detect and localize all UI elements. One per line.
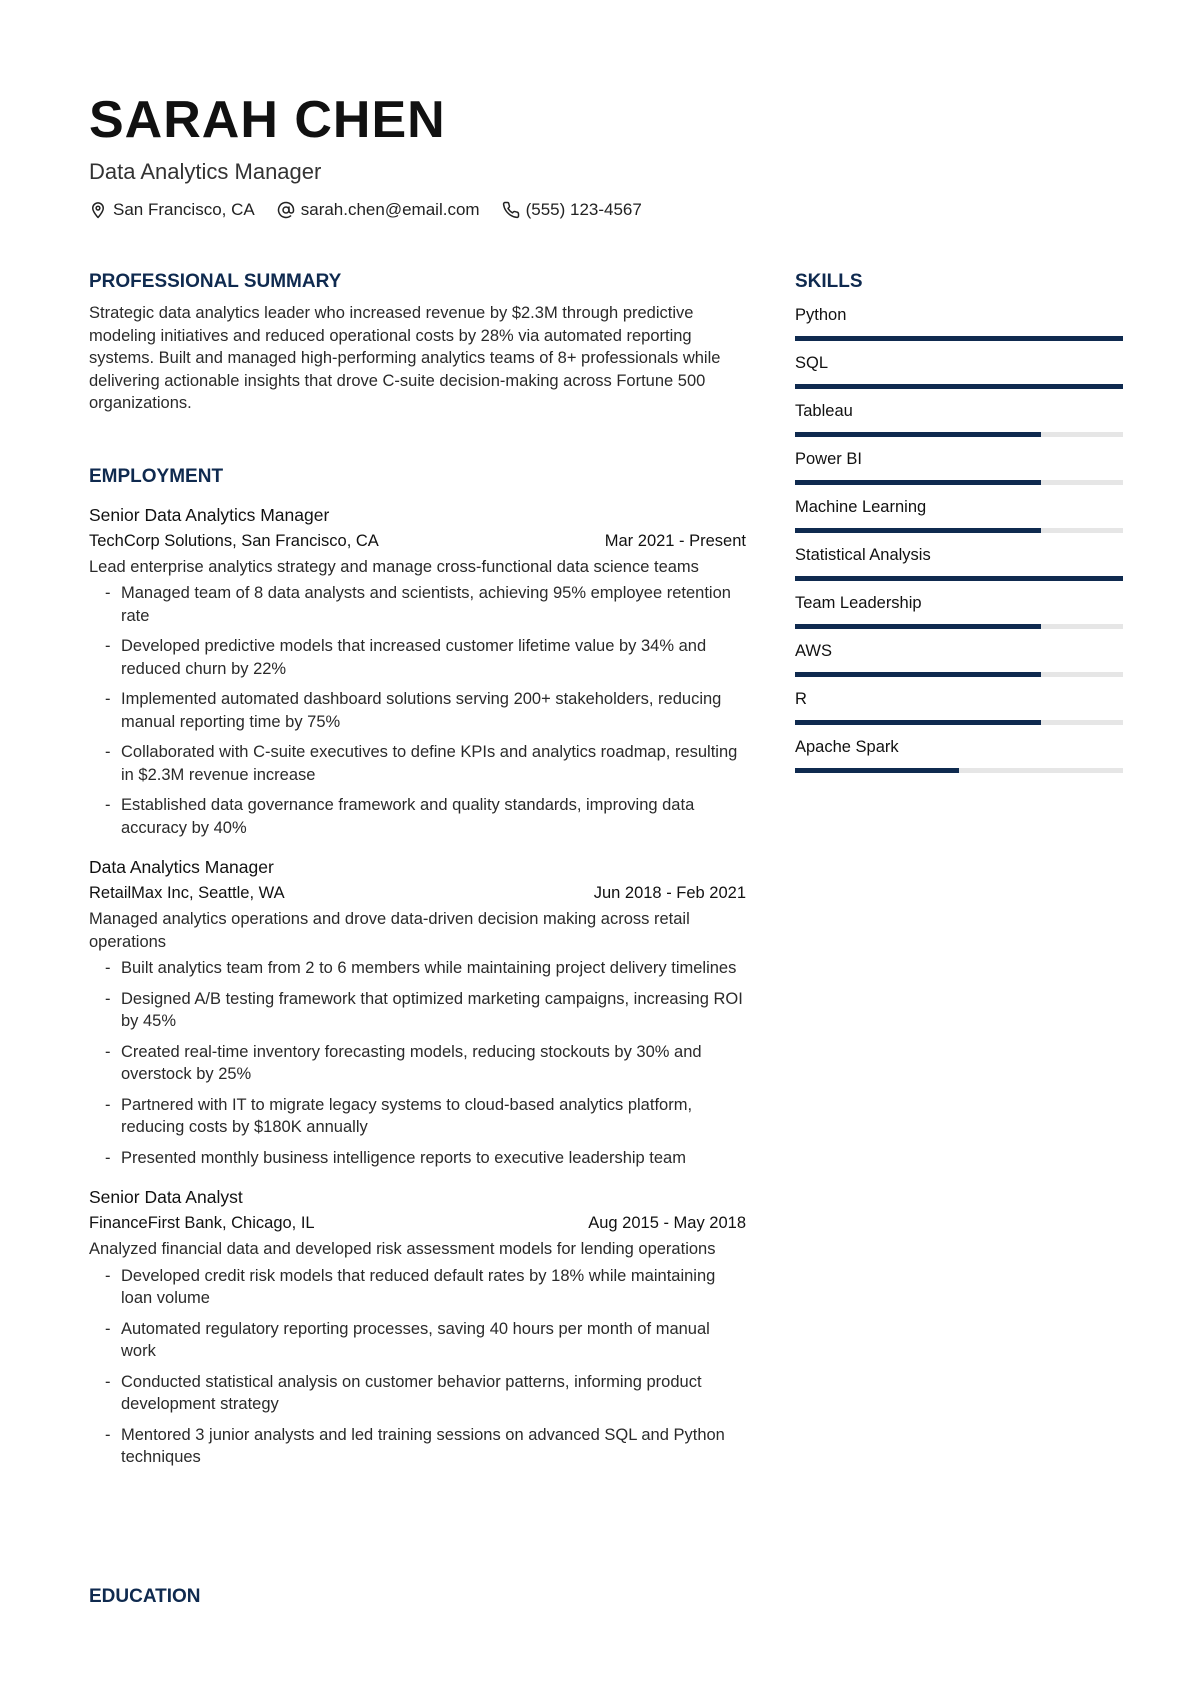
job-bullet [89,1424,746,1469]
job-bullet [89,988,746,1033]
skill-item [795,592,1123,629]
skill-name: Apache Spark [795,738,899,756]
contact-phone[interactable] [502,200,642,220]
skill-name: Team Leadership [795,594,922,612]
at-sign-icon [277,201,295,219]
phone-icon [502,201,520,219]
job-entry [89,503,746,840]
job-title: Senior Data Analytics Manager [89,504,330,525]
bullet-dash: - [105,1372,111,1391]
email-text[interactable]: sarah.chen@email.com [300,200,480,219]
skill-name: SQL [795,354,829,372]
main-column [89,270,746,1477]
job-meta [89,530,746,552]
job-bullets [89,957,746,1169]
job-title: Data Analytics Manager [89,857,274,877]
skill-item [795,304,1123,341]
job-bullet [89,741,746,786]
job-bullets [89,1265,746,1469]
bullet-text: Implemented automated dashboard solutions serving 200+ stakeholders, reducing manual reporting time by 75% [121,690,722,731]
job-bullet [89,688,746,733]
job-bullet [89,957,746,980]
bullet-text: Managed team of 8 data analysts and scientists, achieving 95% employee retention rate [121,584,731,625]
bullet-text: Developed predictive models that increased customer lifetime value by 34% and reduced churn by 22% [121,637,707,678]
bullet-text: Mentored 3 junior analysts and led training sessions on advanced SQL and Python techniques [121,1425,725,1466]
resume-header [89,92,1119,220]
job-description: Managed analytics operations and drove data-driven decision making across retail operations [89,910,690,951]
job-dates: Jun 2018 - Feb 2021 [593,884,746,902]
bullet-dash: - [105,637,111,655]
map-pin-icon [89,201,107,219]
skill-bar-fill [795,480,1041,485]
skill-item [795,448,1123,485]
job-bullet [89,1371,746,1416]
bullet-dash: - [105,1425,111,1444]
summary-text: Strategic data analytics leader who increased revenue by $2.3M through predictive modeling initiatives and reduced operational costs by 28% via automated reporting systems. Built and managed high-performing analytics teams of 8+ professionals while delivering actionable insights that drove C-suite decision-making across Fortune 500 organizations. [89,304,721,412]
summary-heading: PROFESSIONAL SUMMARY [89,271,342,292]
bullet-text: Designed A/B testing framework that optimized marketing campaigns, increasing ROI by 45% [121,989,743,1030]
bullet-text: Presented monthly business intelligence reports to executive leadership team [121,1148,686,1167]
bullet-text: Partnered with IT to migrate legacy systems to cloud-based analytics platform, reducing costs by $180K annually [121,1095,693,1136]
bullet-text: Built analytics team from 2 to 6 members while maintaining project delivery timelines [121,959,737,977]
skill-item [795,352,1123,389]
skills-list [795,304,1123,773]
skill-bar-track [795,768,1123,773]
skill-name: Machine Learning [795,498,927,516]
job-bullet [89,1094,746,1139]
skill-bar-fill [795,432,1041,437]
education-heading: EDUCATION [89,1586,201,1607]
skill-bar-fill [795,528,1041,533]
job-company: RetailMax Inc, Seattle, WA [89,884,285,902]
contact-email[interactable] [277,200,480,220]
job-entry [89,855,746,1169]
bullet-text: Established data governance framework and quality standards, improving data accuracy by 40% [121,796,695,837]
job-bullet [89,1147,746,1170]
skill-item [795,496,1123,533]
job-meta [89,1212,746,1234]
bullet-text: Collaborated with C-suite executives to define KPIs and analytics roadmap, resulting in $2.3M revenue increase [121,743,738,784]
job-bullet [89,794,746,839]
skill-bar-track [795,720,1123,725]
skill-bar-fill [795,672,1041,677]
skill-item [795,400,1123,437]
candidate-title: Data Analytics Manager [89,159,322,184]
skill-bar-track [795,624,1123,629]
bullet-dash: - [105,1042,111,1061]
skill-name: Power BI [795,450,862,468]
skill-bar-track [795,432,1123,437]
job-description: Lead enterprise analytics strategy and manage cross-functional data science teams [89,557,699,576]
bullet-dash: - [105,959,111,977]
job-company: FinanceFirst Bank, Chicago, IL [89,1214,315,1232]
bullet-dash: - [105,1266,111,1285]
skill-bar-track [795,528,1123,533]
skill-bar-track [795,672,1123,677]
job-dates: Aug 2015 - May 2018 [588,1214,746,1232]
skill-item [795,688,1123,725]
skill-bar-fill [795,576,1123,581]
skill-bar-track [795,480,1123,485]
job-list [89,503,746,1469]
job-entry [89,1185,746,1469]
job-bullet [89,1041,746,1086]
bullet-text: Developed credit risk models that reduced default rates by 18% while maintaining loan volume [121,1266,716,1307]
job-company: TechCorp Solutions, San Francisco, CA [89,531,379,550]
summary-section [89,270,746,415]
skill-bar-fill [795,384,1123,389]
contact-info [89,200,1119,220]
skill-name: Statistical Analysis [795,546,931,564]
bullet-dash: - [105,1148,111,1167]
bullet-text: Conducted statistical analysis on customer behavior patterns, informing product development strategy [121,1372,702,1413]
skill-bar-track [795,576,1123,581]
skill-bar-fill [795,624,1041,629]
bullet-dash: - [105,1095,111,1114]
employment-section [89,465,746,1469]
job-meta [89,882,746,904]
bullet-dash: - [105,1319,111,1338]
bullet-dash: - [105,743,111,761]
skill-bar-track [795,384,1123,389]
location-text: San Francisco, CA [113,200,255,219]
skills-heading: SKILLS [795,271,863,292]
skill-item [795,640,1123,677]
skill-bar-track [795,336,1123,341]
job-bullet [89,1265,746,1310]
skill-bar-fill [795,768,959,773]
bullet-text: Created real-time inventory forecasting models, reducing stockouts by 30% and overstock by 25% [121,1042,702,1083]
skill-item [795,736,1123,773]
employment-heading: EMPLOYMENT [89,465,224,487]
skill-item [795,544,1123,581]
job-description: Analyzed financial data and developed risk assessment models for lending operations [89,1240,716,1258]
skill-name: AWS [795,642,832,660]
job-bullet [89,1318,746,1363]
job-dates: Mar 2021 - Present [604,531,746,550]
skill-bar-fill [795,336,1123,341]
skill-name: R [795,690,807,708]
contact-location [89,200,255,220]
bullet-text: Automated regulatory reporting processes, saving 40 hours per month of manual work [121,1319,710,1360]
skill-name: Tableau [795,402,853,420]
job-bullet [89,582,746,627]
phone-text[interactable]: (555) 123-4567 [525,200,642,219]
bullet-dash: - [105,796,111,814]
education-section [89,1585,201,1609]
skill-bar-fill [795,720,1041,725]
bullet-dash: - [105,989,111,1008]
sidebar-column [795,270,1123,773]
job-bullets [89,582,746,839]
bullet-dash: - [105,690,111,708]
candidate-name: SARAH CHEN [89,91,446,149]
skill-name: Python [795,306,847,324]
job-bullet [89,635,746,680]
bullet-dash: - [105,584,111,602]
job-title: Senior Data Analyst [89,1187,243,1207]
